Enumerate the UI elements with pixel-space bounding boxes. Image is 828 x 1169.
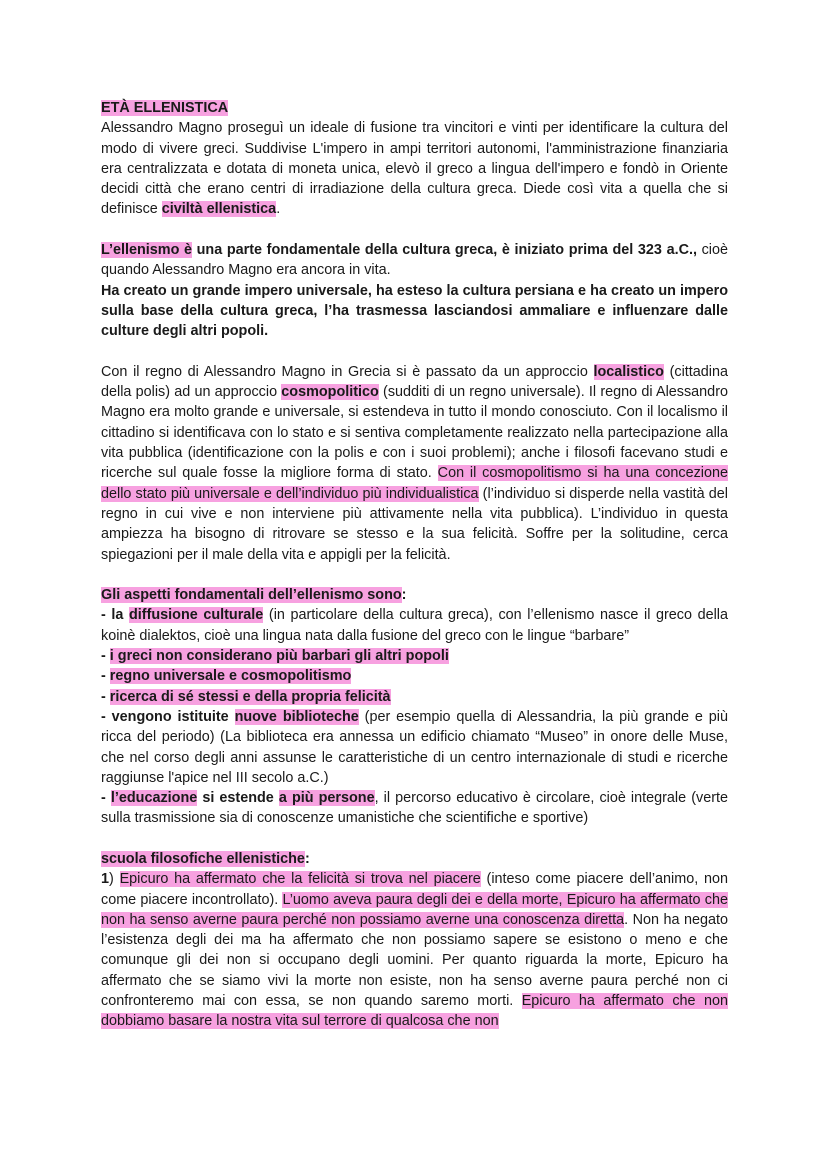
list-item: - la diffusione culturale (in particolare della cultura greca), con l’ellenismo nasce il greco della koinè dialektos, cioè una lingua nata dalla fusione del greco con le lingue “barbare” <box>101 607 728 644</box>
intro-paragraph: Alessandro Magno proseguì un ideale di fusione tra vincitori e vinti per identificare la cultura del modo di vivere greci. Suddivise L'impero in ampi territori autonomi, l'amministrazione finanziaria era centralizzata e dotata di moneta unica, elevò il greco a lingua dell'impero e fondò in Oriente decidi città che erano centri di irradiazione della cultura greca. Diede così vita a quella che si definisce civiltà ellenistica. <box>101 120 728 218</box>
regno-paragraph: Con il regno di Alessandro Magno in Grecia si è passato da un approccio localistico (cittadina della polis) ad un approccio cosmopolitico (sudditi di un regno universale). Il regno di Alessandro Magno era molto grande e universale, si estendeva in tutto il mondo conosciuto. Con il localismo il cittadino si identificava con lo stato e si sentiva completamente realizzato nella partecipazione alla vita pubblica (identificazione con la polis e con i suoi problemi); anche i filosofi facevano studi e ricerche sul quale fosse la migliore forma di stato. Con il cosmopolitismo si ha una concezione dello stato più universale e dell’individuo più individualistica (l’individuo si disperde nella vastità del regno in cui vive e non interviene più attivamente nella vita pubblica). L’individuo in questa ampiezza ha bisogno di ritrovare se stesso e la sua felicità. Soffre per la solitudine, cerca spiegazioni per il male della vita e appigli per la felicità. <box>101 363 728 563</box>
list-item: - vengono istituite nuove biblioteche (per esempio quella di Alessandria, la più grande e più ricca del periodo) (La biblioteca era annessa un edificio chiamato “Museo” in onore delle Muse, che nel corso degli anni assunse le caratteristiche di un centro internazionale di studi e ricerche raggiunse l'apice nel III secolo a.C.) <box>101 708 728 786</box>
list-item: - regno universale e cosmopolitismo <box>101 668 352 685</box>
highlight-localistico: localistico <box>593 363 664 380</box>
epicuro-paragraph: 1) Epicuro ha affermato che la felicità si trova nel piacere (inteso come piacere dell’animo, non come piacere incontrollato). L’uomo aveva paura degli dei e della morte, Epicuro ha affermato che non ha senso averne paura perché non possiamo averne una conoscenza diretta. Non ha negato l’esistenza degli dei ma ha affermato che non possiamo sapere se esistono o meno e che comunque gli dei non si occupano degli uomini. Per quanto riguarda la morte, Epicuro ha affermato che se siamo vivi la morte non esiste, non ha senso averne paura perché non ci confronteremo mai con essa, se non quando saremo morti. Epicuro ha affermato che non dobbiamo basare la nostra vita sul terrore di qualcosa che non <box>101 871 728 1030</box>
ellenismo-bold-paragraph: Ha creato un grande impero universale, ha esteso la cultura persiana e ha creato un impero sulla base della cultura greca, l’ha trasmessa lasciandosi ammaliare e influenzare dalle culture degli altri popoli. <box>101 282 728 340</box>
list-item: - l’educazione si estende a più persone, il percorso educativo è circolare, cioè integrale (verte sulla trasmissione sia di conoscenze umanistiche che scientifiche e sportive) <box>101 790 728 827</box>
list-item: - ricerca di sé stessi e della propria felicità <box>101 688 391 705</box>
highlight-ellenismo: L’ellenismo è <box>101 242 193 259</box>
spacer <box>101 342 728 362</box>
highlight-civilta-ellenistica: civiltà ellenistica <box>161 201 277 218</box>
scuole-heading: scuola filosofiche ellenistiche: <box>101 850 310 867</box>
highlight-epicuro-felicita: Epicuro ha affermato che la felicità si trova nel piacere <box>119 871 481 888</box>
spacer <box>101 220 728 240</box>
list-item: - i greci non considerano più barbari gli altri popoli <box>101 648 449 665</box>
page-title: ETÀ ELLENISTICA <box>101 100 229 116</box>
aspetti-heading: Gli aspetti fondamentali dell’ellenismo sono: <box>101 587 407 604</box>
highlight-cosmopolitismo: Con il cosmopolitismo si ha una concezione dello stato più universale e dell’individuo più individualistica <box>101 465 728 502</box>
highlight-terrore: Epicuro ha affermato che non dobbiamo basare la nostra vita sul terrore di qualcosa che non <box>101 993 728 1030</box>
highlight-paura: L’uomo aveva paura degli dei e della morte, Epicuro ha affermato che non ha senso averne paura perché non possiamo averne una conoscenza diretta <box>101 891 728 928</box>
ellenismo-paragraph: L’ellenismo è una parte fondamentale della cultura greca, è iniziato prima del 323 a.C., cioè quando Alessandro Magno era ancora in vita. <box>101 242 728 279</box>
highlight-cosmopolitico: cosmopolitico <box>281 384 379 401</box>
spacer <box>101 829 728 849</box>
spacer <box>101 565 728 585</box>
